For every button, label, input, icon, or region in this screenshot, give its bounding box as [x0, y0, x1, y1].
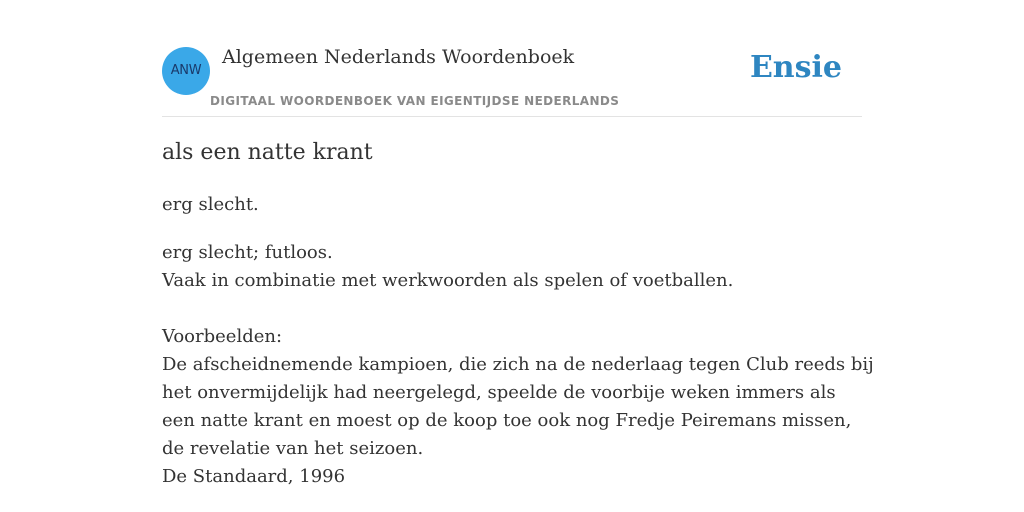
source-title[interactable]: Algemeen Nederlands Woordenboek	[222, 46, 575, 68]
blank-line	[162, 295, 874, 323]
source-subtitle: DIGITAAL WOORDENBOEK VAN EIGENTIJDSE NEDERLANDS	[210, 94, 620, 108]
usage-note: Vaak in combinatie met werkwoorden als spelen of voetballen.	[162, 270, 734, 291]
anw-logo[interactable]: ANW	[162, 47, 210, 95]
entry-body	[162, 239, 874, 491]
headword: als een natte krant	[162, 140, 373, 165]
definition: erg slecht; futloos.	[162, 242, 333, 263]
source-header	[162, 44, 862, 117]
examples-label: Voorbeelden:	[162, 326, 283, 347]
ensie-logo[interactable]: Ensie	[749, 50, 842, 85]
short-definition: erg slecht.	[162, 194, 259, 215]
example-source: De Standaard, 1996	[162, 466, 346, 487]
example-text: De afscheidnemende kampioen, die zich na de nederlaag tegen Club reeds bij het onvermijdelijk had neergelegd, speelde de voorbije weken immers als een natte krant en moest op de koop toe ook nog Fredje Peiremans missen, de revelatie van het seizoen.	[162, 354, 874, 459]
